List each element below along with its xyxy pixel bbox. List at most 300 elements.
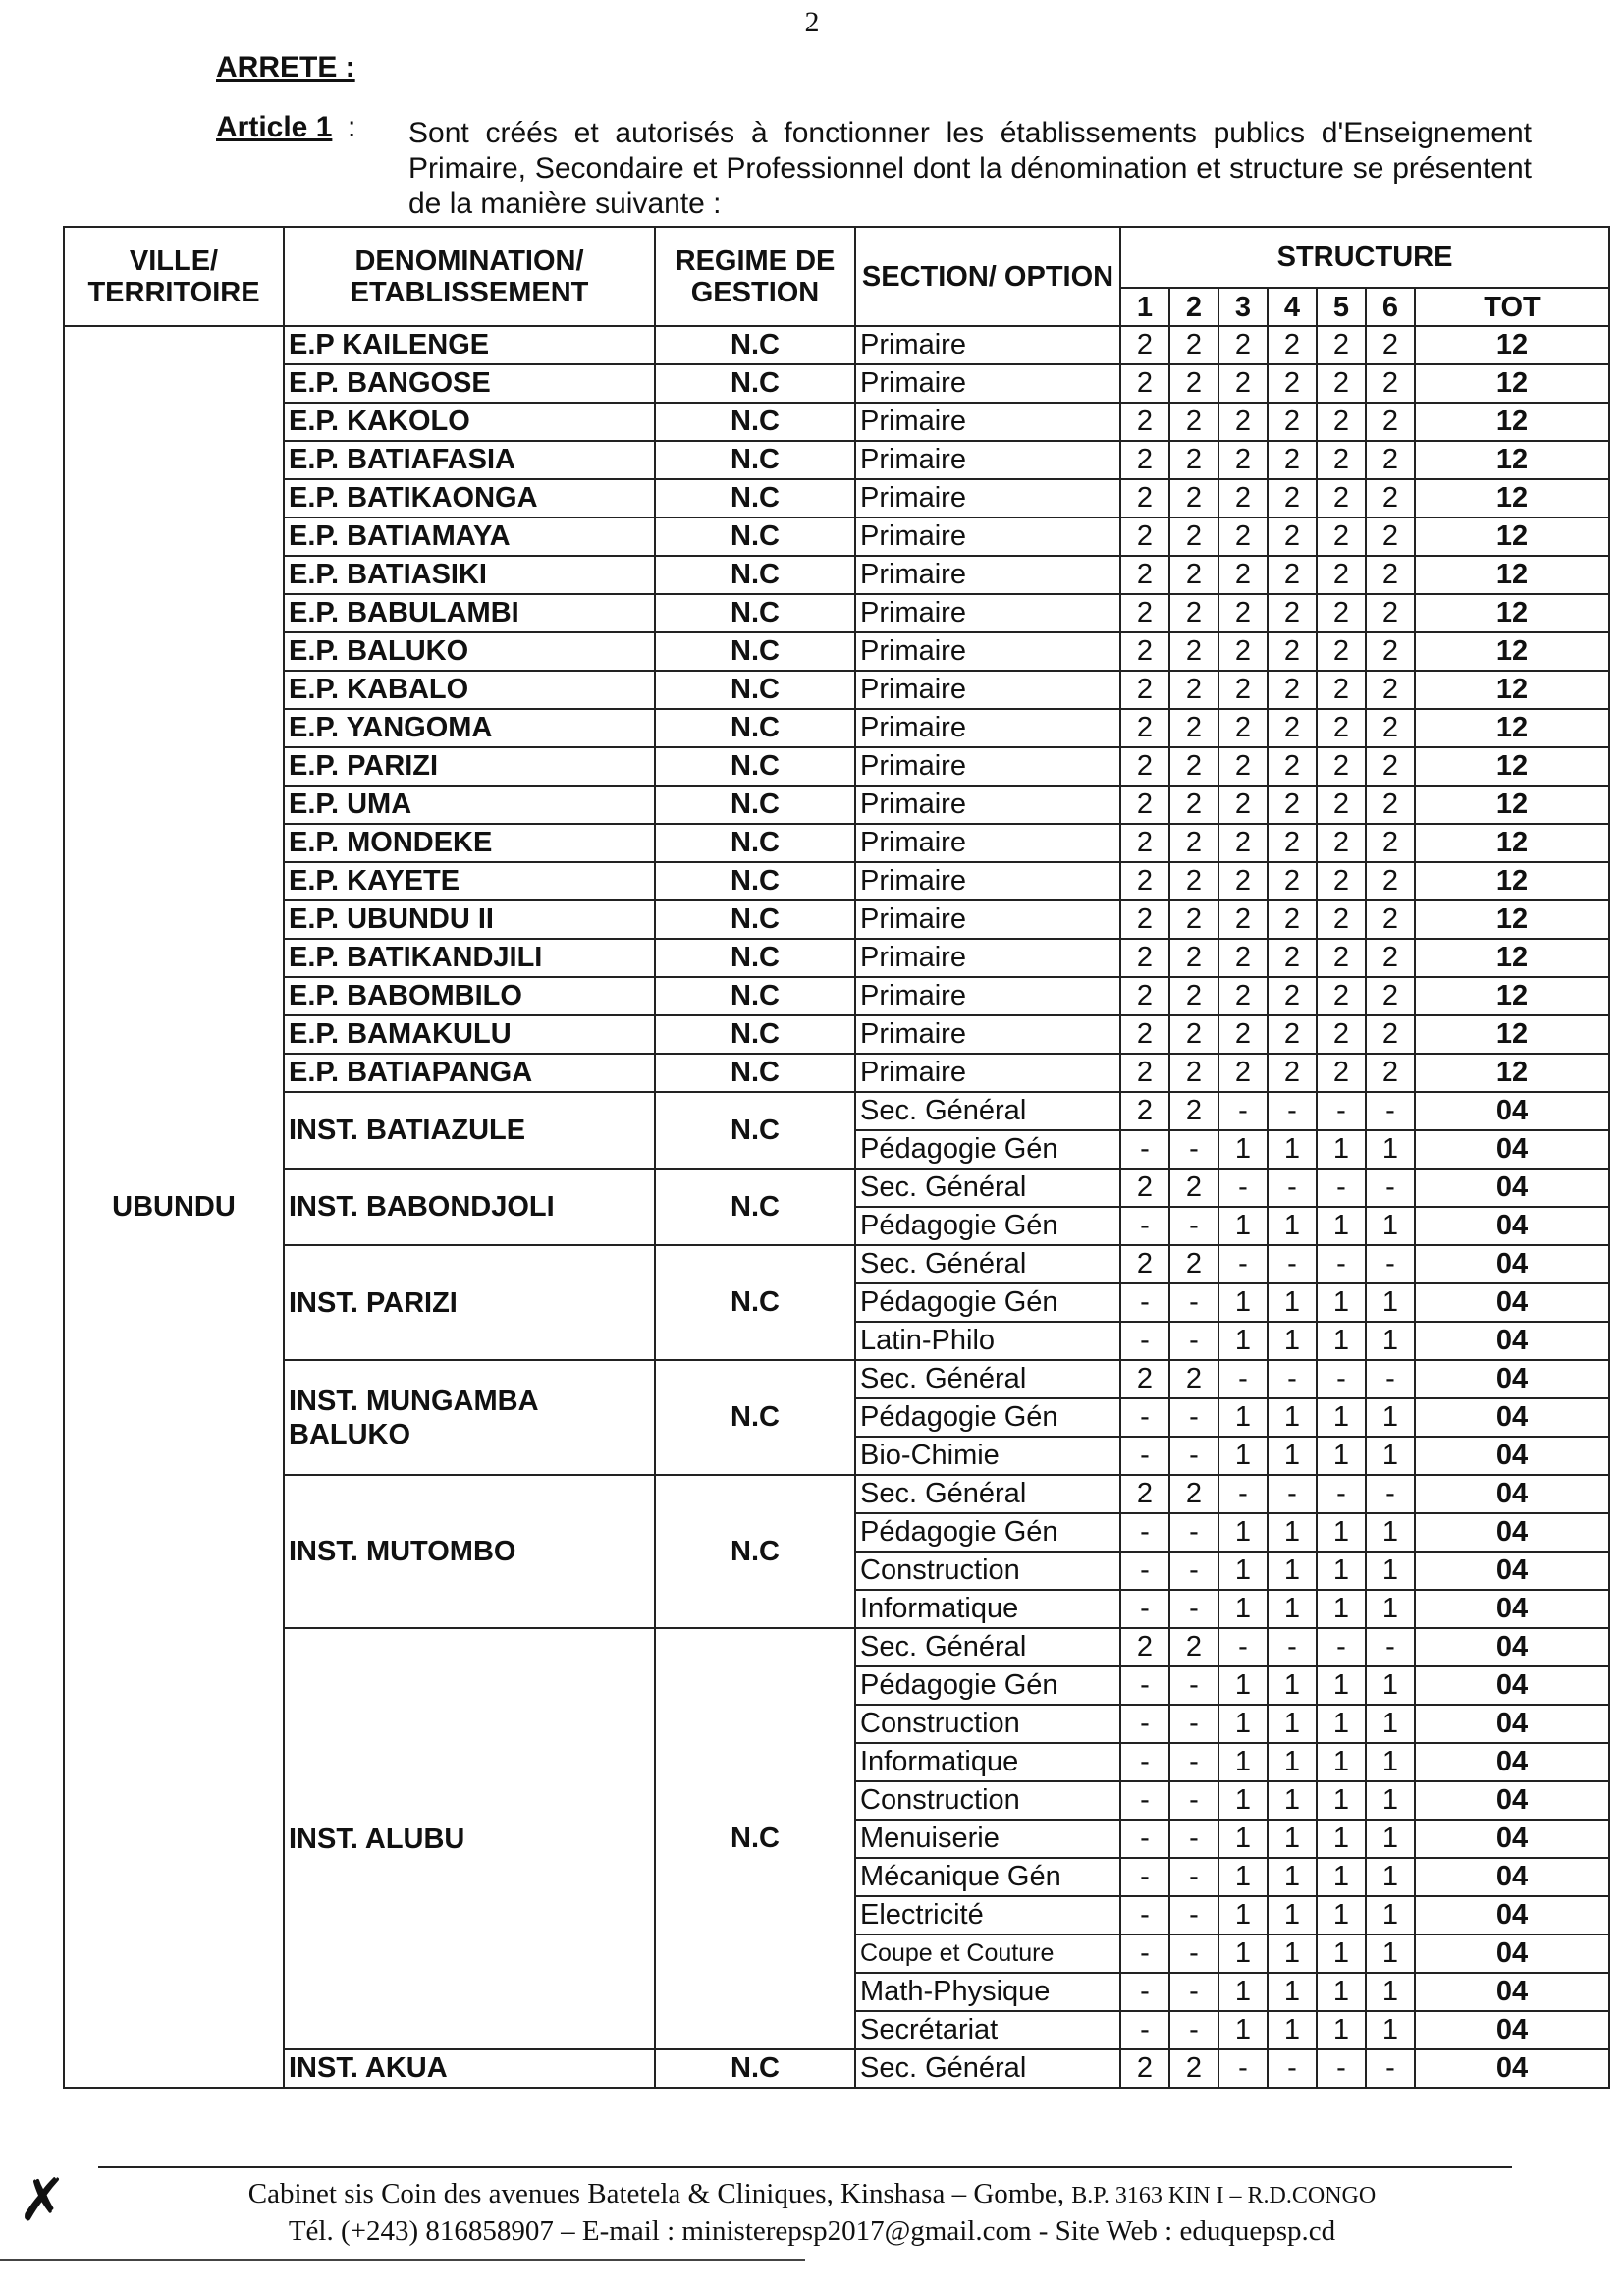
total-cell: 12 [1415, 862, 1609, 900]
regime-cell: N.C [655, 1054, 855, 1092]
option-cell: Primaire [855, 671, 1120, 709]
year-6-cell: 2 [1366, 1054, 1415, 1092]
page-number: 2 [804, 6, 820, 38]
year-4-cell: 1 [1268, 1398, 1317, 1437]
year-2-cell: 2 [1169, 824, 1218, 862]
option-cell: Primaire [855, 479, 1120, 518]
header-year-6: 6 [1366, 288, 1415, 326]
year-1-cell: 2 [1120, 1628, 1169, 1666]
year-1-cell: - [1120, 1820, 1169, 1858]
year-3-cell: 2 [1218, 862, 1268, 900]
year-3-cell: 1 [1218, 1283, 1268, 1322]
year-4-cell: 1 [1268, 1283, 1317, 1322]
year-4-cell: 1 [1268, 1934, 1317, 1973]
year-5-cell: 1 [1317, 1513, 1366, 1552]
year-6-cell: - [1366, 1092, 1415, 1130]
table-row [64, 1054, 1609, 1092]
table-body [64, 326, 1609, 2088]
table-row [64, 747, 1609, 786]
regime-cell: N.C [655, 671, 855, 709]
year-1-cell: 2 [1120, 977, 1169, 1015]
table-row [64, 441, 1609, 479]
year-4-cell: 1 [1268, 1705, 1317, 1743]
schools-structure-table [63, 226, 1610, 2089]
table-row [64, 709, 1609, 747]
year-1-cell: - [1120, 1130, 1169, 1169]
regime-cell: N.C [655, 326, 855, 364]
total-cell: 04 [1415, 1092, 1609, 1130]
year-2-cell: 2 [1169, 862, 1218, 900]
year-3-cell: 2 [1218, 1015, 1268, 1054]
year-1-cell: - [1120, 1398, 1169, 1437]
year-3-cell: 2 [1218, 824, 1268, 862]
year-6-cell: - [1366, 2049, 1415, 2088]
year-4-cell: 1 [1268, 1781, 1317, 1820]
footer-address-main: Cabinet sis Coin des avenues Batetela & Cliniques, Kinshasa – Gombe, [247, 2178, 1064, 2209]
option-cell: Pédagogie Gén [855, 1207, 1120, 1245]
year-6-cell: 2 [1366, 862, 1415, 900]
year-6-cell: 1 [1366, 1552, 1415, 1590]
total-cell: 12 [1415, 403, 1609, 441]
year-1-cell: 2 [1120, 1015, 1169, 1054]
year-5-cell: 1 [1317, 1973, 1366, 2011]
year-6-cell: 2 [1366, 671, 1415, 709]
option-cell: Sec. Général [855, 1360, 1120, 1398]
year-4-cell: 1 [1268, 2011, 1317, 2049]
year-1-cell: - [1120, 1973, 1169, 2011]
year-1-cell: 2 [1120, 1360, 1169, 1398]
year-4-cell: - [1268, 1360, 1317, 1398]
year-5-cell: 1 [1317, 1207, 1366, 1245]
school-name-cell: E.P. KAKOLO [284, 403, 655, 441]
year-2-cell: - [1169, 1973, 1218, 2011]
total-cell: 12 [1415, 786, 1609, 824]
option-cell: Coupe et Couture [855, 1934, 1120, 1973]
school-name-cell: E.P. KAYETE [284, 862, 655, 900]
year-6-cell: 1 [1366, 1322, 1415, 1360]
year-3-cell: - [1218, 2049, 1268, 2088]
total-cell: 04 [1415, 1437, 1609, 1475]
year-3-cell: - [1218, 1092, 1268, 1130]
year-1-cell: - [1120, 1705, 1169, 1743]
header-year-3: 3 [1218, 288, 1268, 326]
total-cell: 04 [1415, 1743, 1609, 1781]
option-cell: Primaire [855, 900, 1120, 939]
table-row [64, 786, 1609, 824]
option-cell: Sec. Général [855, 1475, 1120, 1513]
total-cell: 12 [1415, 441, 1609, 479]
article-text: Sont créés et autorisés à fonctionner les établissements publics d'Enseignement Primaire, Secondaire et Professionnel dont la dénomination et structure se présentent de la manière suivante : [408, 117, 1532, 220]
option-cell: Primaire [855, 977, 1120, 1015]
year-1-cell: 2 [1120, 1475, 1169, 1513]
total-cell: 04 [1415, 1666, 1609, 1705]
school-name-cell: E.P. BALUKO [284, 632, 655, 671]
year-5-cell: 2 [1317, 862, 1366, 900]
year-2-cell: - [1169, 1858, 1218, 1896]
year-5-cell: 2 [1317, 403, 1366, 441]
total-cell: 04 [1415, 1169, 1609, 1207]
year-4-cell: 1 [1268, 1590, 1317, 1628]
school-name-cell: E.P. MONDEKE [284, 824, 655, 862]
regime-cell: N.C [655, 1092, 855, 1169]
year-4-cell: 2 [1268, 403, 1317, 441]
total-cell: 04 [1415, 1130, 1609, 1169]
year-2-cell: 2 [1169, 326, 1218, 364]
year-6-cell: 1 [1366, 1130, 1415, 1169]
year-3-cell: 1 [1218, 1590, 1268, 1628]
table-row [64, 671, 1609, 709]
year-3-cell: 2 [1218, 441, 1268, 479]
option-cell: Electricité [855, 1896, 1120, 1934]
year-2-cell: 2 [1169, 403, 1218, 441]
option-cell: Primaire [855, 632, 1120, 671]
table-row [64, 364, 1609, 403]
total-cell: 04 [1415, 1858, 1609, 1896]
year-2-cell: 2 [1169, 977, 1218, 1015]
year-6-cell: - [1366, 1360, 1415, 1398]
year-5-cell: 1 [1317, 1437, 1366, 1475]
table-row [64, 939, 1609, 977]
year-4-cell: 1 [1268, 1666, 1317, 1705]
year-4-cell: 2 [1268, 747, 1317, 786]
total-cell: 12 [1415, 977, 1609, 1015]
option-cell: Pédagogie Gén [855, 1666, 1120, 1705]
table-row [64, 594, 1609, 632]
table-row [64, 1245, 1609, 1283]
regime-cell: N.C [655, 1245, 855, 1360]
regime-cell: N.C [655, 747, 855, 786]
regime-cell: N.C [655, 479, 855, 518]
year-2-cell: - [1169, 1322, 1218, 1360]
year-2-cell: 2 [1169, 1054, 1218, 1092]
year-3-cell: 1 [1218, 1934, 1268, 1973]
regime-cell: N.C [655, 2049, 855, 2088]
year-3-cell: 2 [1218, 403, 1268, 441]
year-4-cell: 1 [1268, 1130, 1317, 1169]
year-3-cell: 2 [1218, 786, 1268, 824]
year-4-cell: 1 [1268, 1322, 1317, 1360]
year-3-cell: 2 [1218, 594, 1268, 632]
year-4-cell: 1 [1268, 1820, 1317, 1858]
year-4-cell: 2 [1268, 1054, 1317, 1092]
year-6-cell: - [1366, 1245, 1415, 1283]
total-cell: 04 [1415, 1896, 1609, 1934]
year-1-cell: 2 [1120, 1169, 1169, 1207]
year-2-cell: - [1169, 1398, 1218, 1437]
total-cell: 12 [1415, 709, 1609, 747]
year-6-cell: 1 [1366, 1973, 1415, 2011]
year-3-cell: 2 [1218, 556, 1268, 594]
year-6-cell: 1 [1366, 1781, 1415, 1820]
table-row [64, 326, 1609, 364]
year-6-cell: 2 [1366, 594, 1415, 632]
option-cell: Pédagogie Gén [855, 1283, 1120, 1322]
regime-cell: N.C [655, 518, 855, 556]
year-6-cell: 2 [1366, 364, 1415, 403]
regime-cell: N.C [655, 364, 855, 403]
year-5-cell: 2 [1317, 900, 1366, 939]
table-row [64, 479, 1609, 518]
year-5-cell: 1 [1317, 1743, 1366, 1781]
school-name-cell: E.P. BABULAMBI [284, 594, 655, 632]
year-3-cell: 2 [1218, 939, 1268, 977]
year-6-cell: 1 [1366, 1590, 1415, 1628]
year-5-cell: 2 [1317, 824, 1366, 862]
table-row [64, 1360, 1609, 1398]
year-4-cell: - [1268, 1245, 1317, 1283]
year-3-cell: - [1218, 1360, 1268, 1398]
year-4-cell: 1 [1268, 1743, 1317, 1781]
table-row [64, 403, 1609, 441]
year-6-cell: 2 [1366, 1015, 1415, 1054]
year-3-cell: 2 [1218, 632, 1268, 671]
total-cell: 04 [1415, 1207, 1609, 1245]
year-3-cell: 1 [1218, 1552, 1268, 1590]
year-2-cell: 2 [1169, 594, 1218, 632]
year-6-cell: 1 [1366, 1743, 1415, 1781]
year-1-cell: - [1120, 1552, 1169, 1590]
year-1-cell: 2 [1120, 441, 1169, 479]
year-3-cell: 1 [1218, 1666, 1268, 1705]
year-2-cell: - [1169, 1207, 1218, 1245]
year-1-cell: - [1120, 1322, 1169, 1360]
table-row [64, 632, 1609, 671]
year-1-cell: 2 [1120, 709, 1169, 747]
school-name-cell: E.P. YANGOMA [284, 709, 655, 747]
year-2-cell: - [1169, 1743, 1218, 1781]
year-2-cell: 2 [1169, 2049, 1218, 2088]
school-name-cell: E.P. BATIASIKI [284, 556, 655, 594]
regime-cell: N.C [655, 632, 855, 671]
year-5-cell: 2 [1317, 479, 1366, 518]
year-5-cell: 1 [1317, 1552, 1366, 1590]
year-4-cell: 1 [1268, 1513, 1317, 1552]
total-cell: 04 [1415, 1820, 1609, 1858]
regime-cell: N.C [655, 900, 855, 939]
option-cell: Construction [855, 1552, 1120, 1590]
option-cell: Primaire [855, 441, 1120, 479]
year-3-cell: 1 [1218, 1207, 1268, 1245]
year-3-cell: 1 [1218, 1781, 1268, 1820]
year-6-cell: 1 [1366, 1283, 1415, 1322]
year-3-cell: - [1218, 1245, 1268, 1283]
year-5-cell: 2 [1317, 786, 1366, 824]
total-cell: 12 [1415, 1054, 1609, 1092]
year-1-cell: - [1120, 1666, 1169, 1705]
total-cell: 12 [1415, 364, 1609, 403]
year-4-cell: 2 [1268, 671, 1317, 709]
year-5-cell: 1 [1317, 2011, 1366, 2049]
year-1-cell: 2 [1120, 1245, 1169, 1283]
year-3-cell: 2 [1218, 326, 1268, 364]
option-cell: Sec. Général [855, 1245, 1120, 1283]
total-cell: 04 [1415, 1245, 1609, 1283]
year-4-cell: 2 [1268, 364, 1317, 403]
year-5-cell: 1 [1317, 1398, 1366, 1437]
year-2-cell: 2 [1169, 441, 1218, 479]
year-3-cell: 1 [1218, 1437, 1268, 1475]
option-cell: Primaire [855, 518, 1120, 556]
year-2-cell: 2 [1169, 1092, 1218, 1130]
year-1-cell: 2 [1120, 2049, 1169, 2088]
school-name-cell: INST. PARIZI [284, 1245, 655, 1360]
year-4-cell: - [1268, 1628, 1317, 1666]
option-cell: Sec. Général [855, 1092, 1120, 1130]
total-cell: 04 [1415, 2011, 1609, 2049]
school-name-cell: E.P. BATIAPANGA [284, 1054, 655, 1092]
year-2-cell: 2 [1169, 632, 1218, 671]
year-5-cell: - [1317, 1169, 1366, 1207]
option-cell: Primaire [855, 939, 1120, 977]
year-1-cell: 2 [1120, 594, 1169, 632]
school-name-cell: INST. AKUA [284, 2049, 655, 2088]
footer-address-small: B.P. 3163 KIN I – R.D.CONGO [1071, 2183, 1377, 2208]
year-5-cell: 1 [1317, 1858, 1366, 1896]
option-cell: Informatique [855, 1743, 1120, 1781]
year-6-cell: 2 [1366, 900, 1415, 939]
year-5-cell: 1 [1317, 1896, 1366, 1934]
year-4-cell: - [1268, 2049, 1317, 2088]
year-3-cell: 2 [1218, 709, 1268, 747]
year-5-cell: 2 [1317, 1054, 1366, 1092]
year-4-cell: 2 [1268, 786, 1317, 824]
year-4-cell: 1 [1268, 1437, 1317, 1475]
year-2-cell: - [1169, 1283, 1218, 1322]
year-5-cell: 2 [1317, 518, 1366, 556]
school-name-cell: E.P. BATIAMAYA [284, 518, 655, 556]
year-1-cell: - [1120, 1781, 1169, 1820]
year-5-cell: - [1317, 1475, 1366, 1513]
year-5-cell: 1 [1317, 1820, 1366, 1858]
year-6-cell: 2 [1366, 518, 1415, 556]
school-name-cell: E.P. UMA [284, 786, 655, 824]
school-name-cell: INST. BATIAZULE [284, 1092, 655, 1169]
year-3-cell: 2 [1218, 364, 1268, 403]
year-3-cell: - [1218, 1169, 1268, 1207]
year-5-cell: 1 [1317, 1590, 1366, 1628]
year-5-cell: - [1317, 1360, 1366, 1398]
header-year-4: 4 [1268, 288, 1317, 326]
year-4-cell: 1 [1268, 1858, 1317, 1896]
year-1-cell: - [1120, 2011, 1169, 2049]
regime-cell: N.C [655, 862, 855, 900]
school-name-cell: INST. MUNGAMBA BALUKO [284, 1360, 655, 1475]
year-3-cell: 2 [1218, 977, 1268, 1015]
year-1-cell: 2 [1120, 786, 1169, 824]
year-3-cell: 1 [1218, 1513, 1268, 1552]
total-cell: 12 [1415, 747, 1609, 786]
year-4-cell: 2 [1268, 862, 1317, 900]
year-2-cell: - [1169, 1590, 1218, 1628]
option-cell: Primaire [855, 1015, 1120, 1054]
total-cell: 12 [1415, 326, 1609, 364]
year-5-cell: 2 [1317, 632, 1366, 671]
table-row [64, 1169, 1609, 1207]
regime-cell: N.C [655, 594, 855, 632]
table-row [64, 862, 1609, 900]
year-6-cell: - [1366, 1475, 1415, 1513]
year-5-cell: 2 [1317, 939, 1366, 977]
footer-address [0, 2176, 1624, 2213]
year-6-cell: 2 [1366, 939, 1415, 977]
option-cell: Primaire [855, 824, 1120, 862]
regime-cell: N.C [655, 786, 855, 824]
option-cell: Sec. Général [855, 1169, 1120, 1207]
year-2-cell: - [1169, 1666, 1218, 1705]
year-4-cell: 2 [1268, 1015, 1317, 1054]
table-row [64, 824, 1609, 862]
year-4-cell: 1 [1268, 1973, 1317, 2011]
year-4-cell: 2 [1268, 441, 1317, 479]
year-6-cell: 1 [1366, 1513, 1415, 1552]
year-4-cell: - [1268, 1475, 1317, 1513]
year-2-cell: - [1169, 1513, 1218, 1552]
year-3-cell: 2 [1218, 1054, 1268, 1092]
year-2-cell: - [1169, 1934, 1218, 1973]
year-1-cell: 2 [1120, 556, 1169, 594]
year-2-cell: 2 [1169, 479, 1218, 518]
year-6-cell: 2 [1366, 824, 1415, 862]
year-5-cell: - [1317, 1628, 1366, 1666]
year-3-cell: - [1218, 1628, 1268, 1666]
year-6-cell: 2 [1366, 747, 1415, 786]
year-5-cell: 1 [1317, 1130, 1366, 1169]
year-5-cell: 2 [1317, 671, 1366, 709]
table-row [64, 1092, 1609, 1130]
year-2-cell: 2 [1169, 747, 1218, 786]
school-name-cell: INST. BABONDJOLI [284, 1169, 655, 1245]
school-name-cell: E.P. BAMAKULU [284, 1015, 655, 1054]
year-6-cell: 2 [1366, 403, 1415, 441]
year-4-cell: - [1268, 1092, 1317, 1130]
option-cell: Primaire [855, 556, 1120, 594]
school-name-cell: E.P. BATIKAONGA [284, 479, 655, 518]
school-name-cell: E.P. BATIKANDJILI [284, 939, 655, 977]
year-6-cell: 2 [1366, 786, 1415, 824]
table-row [64, 518, 1609, 556]
year-3-cell: 1 [1218, 1130, 1268, 1169]
total-cell: 12 [1415, 556, 1609, 594]
year-2-cell: - [1169, 1552, 1218, 1590]
total-cell: 04 [1415, 1360, 1609, 1398]
option-cell: Sec. Général [855, 2049, 1120, 2088]
option-cell: Construction [855, 1781, 1120, 1820]
year-6-cell: - [1366, 1628, 1415, 1666]
year-3-cell: 1 [1218, 1398, 1268, 1437]
year-1-cell: 2 [1120, 1092, 1169, 1130]
year-1-cell: 2 [1120, 747, 1169, 786]
year-3-cell: 1 [1218, 1322, 1268, 1360]
header-tot: TOT [1415, 288, 1609, 326]
year-1-cell: 2 [1120, 1054, 1169, 1092]
regime-cell: N.C [655, 556, 855, 594]
header-ville: VILLE/ TERRITOIRE [64, 227, 284, 326]
year-1-cell: 2 [1120, 364, 1169, 403]
year-6-cell: 1 [1366, 1207, 1415, 1245]
year-1-cell: 2 [1120, 862, 1169, 900]
year-1-cell: 2 [1120, 479, 1169, 518]
total-cell: 12 [1415, 939, 1609, 977]
year-3-cell: 1 [1218, 1705, 1268, 1743]
option-cell: Pédagogie Gén [855, 1130, 1120, 1169]
year-2-cell: - [1169, 1820, 1218, 1858]
total-cell: 04 [1415, 1590, 1609, 1628]
header-year-5: 5 [1317, 288, 1366, 326]
year-2-cell: 2 [1169, 786, 1218, 824]
school-name-cell: E.P. PARIZI [284, 747, 655, 786]
year-3-cell: 1 [1218, 1973, 1268, 2011]
year-6-cell: 1 [1366, 1820, 1415, 1858]
